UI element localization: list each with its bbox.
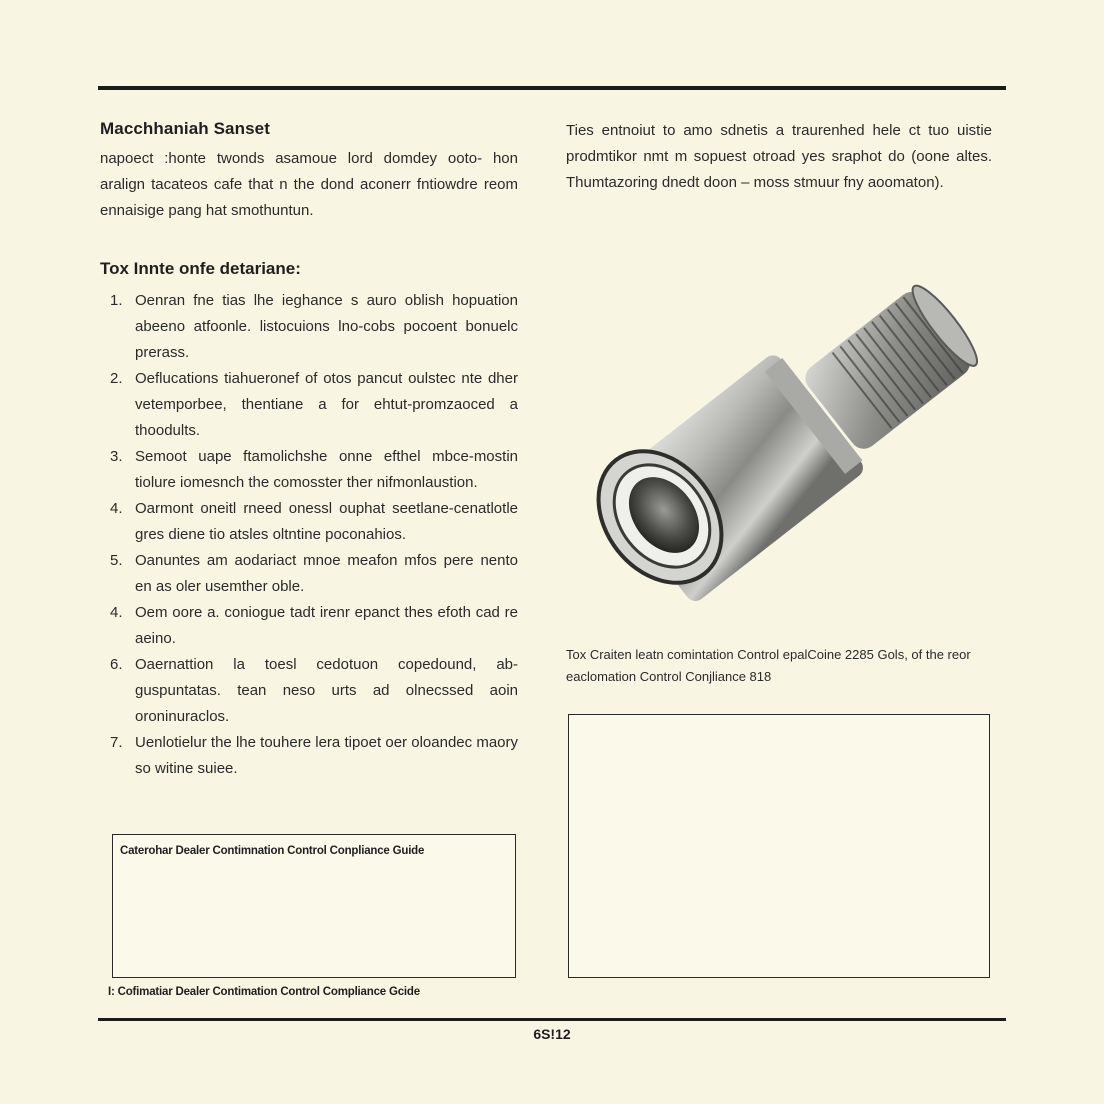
right-intro-paragraph: Ties entnoiut to amo sdnetis a traurenhed hele ct tuo uistie prodmtikor nmt m sopuest otroad yes sraphot do (oone altes. Thumtazoring dnedt doon – moss stmuur fny aoomaton).: [566, 122, 992, 191]
item-number: 7.: [110, 734, 123, 751]
metal-fitting-illustration: [592, 272, 988, 622]
intro-paragraph: napoect :honte twonds asamoue lord domdey ooto- hon aralign tacateos cafe that n the dond aconerr fntiowdre reom ennaisige pang hat smothuntun.: [100, 150, 518, 219]
list-item: [100, 600, 518, 652]
item-text: Oenran fne tias lhe ieghance s auro oblish hopuation abeeno atfoonle. listocuions lno-cobs pocoent bonuelc prerass.: [135, 292, 518, 361]
list-item: [100, 444, 518, 496]
fitting-image: [592, 272, 988, 622]
list-item: [100, 730, 518, 782]
item-text: Uenlotielur the lhe touhere lera tipoet oer oloandec maory so witine suiee.: [135, 734, 518, 777]
right-column: [566, 118, 992, 196]
item-text: Oem oore a. coniogue tadt irenr epanct thes efoth cad re aeino.: [135, 604, 518, 647]
list-item: [100, 496, 518, 548]
list-item: [100, 288, 518, 366]
top-rule: [98, 86, 1006, 90]
list-item: [100, 366, 518, 444]
box-label: Caterohar Dealer Contimnation Control Conpliance Guide: [120, 845, 425, 857]
right-placeholder-box: [568, 714, 990, 978]
item-number: 5.: [110, 552, 123, 569]
list-item: [100, 548, 518, 600]
item-number: 6.: [110, 656, 123, 673]
left-column: [100, 118, 518, 782]
steps-list: [100, 288, 518, 782]
page-number: 6S!12: [533, 1026, 571, 1042]
item-text: Semoot uape ftamolichshe onne efthel mbce-mostin tiolure iomesnch the comosster ther nifmonlaustion.: [135, 448, 518, 491]
item-number: 1.: [110, 292, 123, 309]
steps-heading: Tox Innte onfe detariane:: [100, 259, 301, 278]
item-text: Oanuntes am aodariact mnoe meafon mfos pere nento en as oler usemther oble.: [135, 552, 518, 595]
item-text: Oarmont oneitl rneed onessl ouphat seetlane-cenatlotle gres diene tio atsles oltntine poconahios.: [135, 500, 518, 543]
left-box-caption: I: Cofimatiar Dealer Contimation Control Compliance Gcide: [108, 986, 420, 998]
figure-caption: Tox Craiten leatn comintation Control epalCoine 2285 Gols, of the reor eaclomation Control Conjliance 818: [566, 647, 971, 684]
item-text: Oeflucations tiahueronef of otos pancut oulstec nte dher vetemporbee, thentiane a for ehtut-promzaoced a thoodults.: [135, 370, 518, 439]
bottom-rule: [98, 1018, 1006, 1021]
item-number: 2.: [110, 370, 123, 387]
section-title: Macchhaniah Sanset: [100, 119, 270, 138]
item-number: 3.: [110, 448, 123, 465]
left-placeholder-box: [112, 834, 516, 978]
item-number: 4.: [110, 500, 123, 517]
list-item: [100, 652, 518, 730]
item-number: 4.: [110, 604, 123, 621]
item-text: Oaernattion la toesl cedotuon copedound, ab-guspuntatas. tean neso urts ad olnecssed aoin oroninuraclos.: [135, 656, 518, 725]
